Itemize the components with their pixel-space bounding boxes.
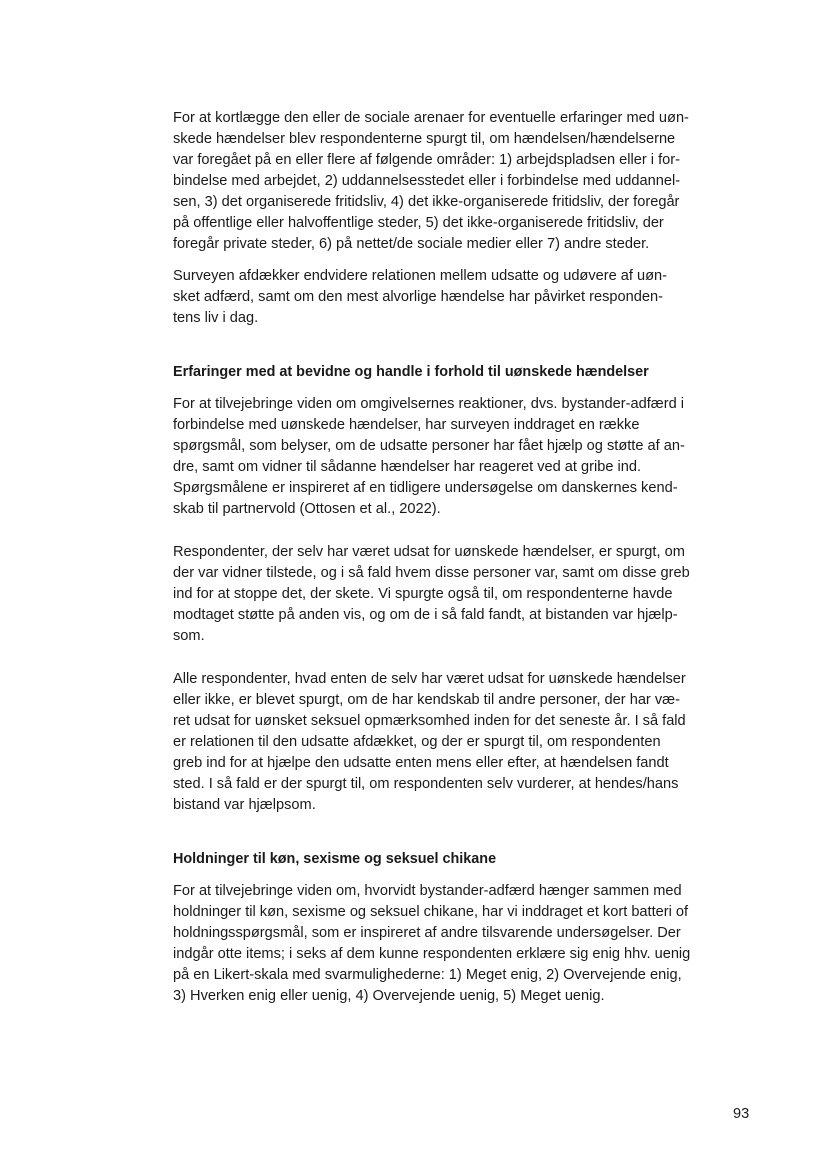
section-heading: Holdninger til køn, sexisme og seksuel chikane	[173, 851, 497, 867]
page-number: 93	[733, 1106, 750, 1122]
text-line: spørgsmål, som belyser, om de udsatte personer har fået hjælp og støtte af an-	[173, 438, 685, 454]
paragraph-relations	[173, 266, 713, 329]
paragraph-witnesses	[173, 542, 713, 647]
text-line: greb ind for at hjælpe den udsatte enten mens eller efter, at hændelsen fandt	[173, 755, 669, 771]
text-line: For at tilvejebringe viden om omgivelsernes reaktioner, dvs. bystander-adfærd i	[173, 396, 685, 412]
body-text	[173, 108, 713, 1007]
paragraph-attitudes	[173, 881, 713, 1007]
text-line: Alle respondenter, hvad enten de selv har været udsat for uønskede hændelser	[173, 671, 686, 687]
text-line: Surveyen afdækker endvidere relationen mellem udsatte og udøvere af uøn-	[173, 268, 668, 284]
text-line: sen, 3) det organiserede fritidsliv, 4) det ikke-organiserede fritidsliv, der foregår	[173, 194, 680, 210]
text-line: sted. I så fald er der spurgt til, om respondenten selv vurderer, at hendes/hans	[173, 776, 679, 792]
text-line: Respondenter, der selv har været udsat for uønskede hændelser, er spurgt, om	[173, 544, 685, 560]
text-line: skede hændelser blev respondenterne spurgt til, om hændelsen/hændelserne	[173, 131, 676, 147]
paragraph-all-respondents	[173, 669, 713, 816]
text-line: For at kortlægge den eller de sociale arenaer for eventuelle erfaringer med uøn-	[173, 110, 689, 126]
text-line: For at tilvejebringe viden om, hvorvidt bystander-adfærd hænger sammen med	[173, 883, 682, 899]
paragraph-social-arenas	[173, 108, 713, 255]
text-line: eller ikke, er blevet spurgt, om de har kendskab til andre personer, der har væ-	[173, 692, 680, 708]
text-line: på offentlige eller halvoffentlige steder, 5) det ikke-organiserede fritidsliv, der	[173, 215, 664, 231]
text-line: forbindelse med uønskede hændelser, har surveyen inddraget en række	[173, 417, 640, 433]
text-line: som.	[173, 628, 205, 644]
section-heading: Erfaringer med at bevidne og handle i forhold til uønskede hændelser	[173, 364, 649, 380]
text-line: holdningsspørgsmål, som er inspireret af andre tilsvarende undersøgelser. Der	[173, 925, 681, 941]
text-line: ret udsat for uønsket seksuel opmærksomhed inden for det seneste år. I så fald	[173, 713, 686, 729]
text-line: dre, samt om vidner til sådanne hændelser har reageret ved at gribe ind.	[173, 459, 642, 475]
text-line: bistand var hjælpsom.	[173, 797, 316, 813]
text-line: der var vidner tilstede, og i så fald hvem disse personer var, samt om disse greb	[173, 565, 690, 581]
text-line: modtaget støtte på anden vis, og om de i så fald fandt, at bistanden var hjælp-	[173, 607, 678, 623]
text-line: er relationen til den udsatte afdækket, og der er spurgt til, om respondenten	[173, 734, 661, 750]
text-line: tens liv i dag.	[173, 310, 259, 326]
text-line: indgår otte items; i seks af dem kunne respondenten erklære sig enig hhv. uenig	[173, 946, 691, 962]
text-line: holdninger til køn, sexisme og seksuel chikane, har vi inddraget et kort batteri of	[173, 904, 689, 920]
text-line: 3) Hverken enig eller uenig, 4) Overvejende uenig, 5) Meget uenig.	[173, 988, 605, 1004]
text-line: ind for at stoppe det, der skete. Vi spurgte også til, om respondenterne havde	[173, 586, 673, 602]
text-line: bindelse med arbejdet, 2) uddannelsesstedet eller i forbindelse med uddannel-	[173, 173, 681, 189]
text-line: Spørgsmålene er inspireret af en tidligere undersøgelse om danskernes kend-	[173, 480, 678, 496]
text-line: var foregået på en eller flere af følgende områder: 1) arbejdspladsen eller i for-	[173, 152, 680, 168]
text-line: foregår private steder, 6) på nettet/de sociale medier eller 7) andre steder.	[173, 236, 650, 252]
text-line: på en Likert-skala med svarmulighederne: 1) Meget enig, 2) Overvejende enig,	[173, 967, 682, 983]
text-line: skab til partnervold (Ottosen et al., 2022).	[173, 501, 441, 517]
text-line: sket adfærd, samt om den mest alvorlige hændelse har påvirket responden-	[173, 289, 663, 305]
paragraph-bystander-reactions	[173, 394, 713, 520]
